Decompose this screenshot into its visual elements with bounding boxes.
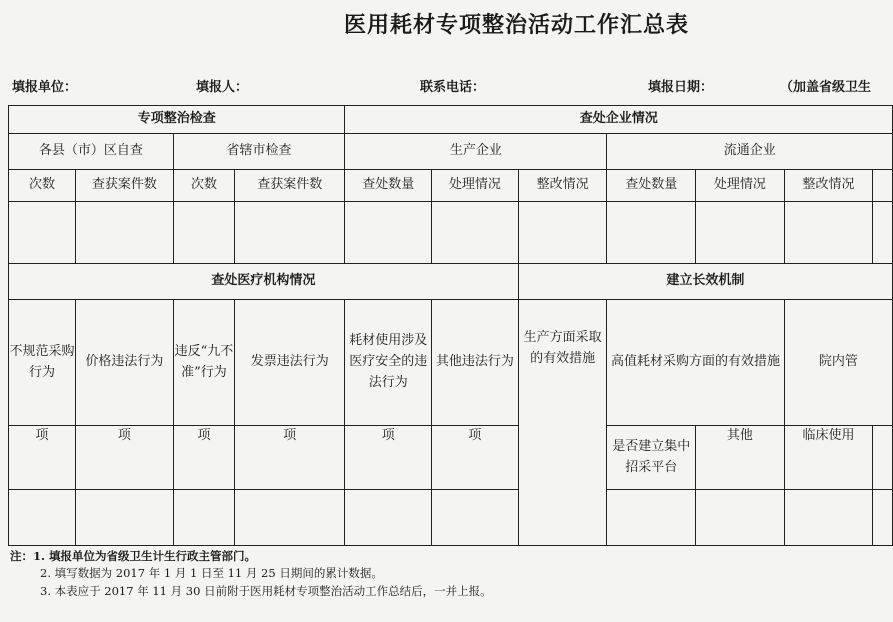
note-1: 注：1. 填报单位为省级卫生计生行政主管部门。 [10, 549, 257, 563]
irregular-purchase-header: 不规范采购行为 [9, 300, 76, 426]
input-cell[interactable] [607, 490, 696, 546]
invoice-violation-header: 发票违法行为 [235, 300, 345, 426]
cases-header: 查获案件数 [76, 170, 174, 202]
other-violation-header: 其他违法行为 [432, 300, 519, 426]
medical-institution-header: 查处医疗机构情况 [9, 264, 519, 300]
input-cell[interactable] [76, 202, 174, 264]
footnotes [10, 548, 492, 600]
circulation-enterprise-header: 流通企业 [607, 134, 893, 170]
input-cell[interactable] [784, 202, 873, 264]
times-header: 次数 [173, 170, 234, 202]
input-cell[interactable] [173, 202, 234, 264]
prod-rectify-header: 整改情况 [518, 170, 607, 202]
circ-count-header: 查处数量 [607, 170, 696, 202]
inspection-header: 专项整治检查 [9, 106, 345, 134]
input-cell[interactable] [235, 202, 345, 264]
input-cell[interactable] [518, 202, 607, 264]
central-platform-header: 是否建立集中招采平台 [607, 426, 696, 490]
input-cell[interactable] [432, 202, 519, 264]
high-value-measures-header: 高值耗材采购方面的有效措施 [607, 300, 784, 426]
unit-label: 项 [76, 426, 174, 490]
other-header: 其他 [696, 426, 785, 490]
cases-header: 查获案件数 [235, 170, 345, 202]
input-cell[interactable] [345, 490, 432, 546]
circ-rectify-header: 整改情况 [784, 170, 873, 202]
input-cell[interactable] [345, 202, 432, 264]
input-cell[interactable] [432, 490, 519, 546]
unit-label: 项 [345, 426, 432, 490]
fill-unit-label: 填报单位： [12, 80, 78, 95]
prod-count-header: 查处数量 [345, 170, 432, 202]
input-cell[interactable] [696, 202, 785, 264]
input-cell[interactable] [873, 202, 893, 264]
circ-handling-header: 处理情况 [696, 170, 785, 202]
input-cell[interactable] [9, 490, 76, 546]
unit-label: 项 [432, 426, 519, 490]
unit-label: 项 [235, 426, 345, 490]
note-2: 2. 填写数据为 2017 年 1 月 1 日至 11 月 25 日期间的累计数据。 [40, 566, 383, 581]
note-3: 3. 本表应于 2017 年 11 月 30 日前附于医用耗材专项整治活动工作总结后，一并上报。 [40, 583, 492, 598]
input-cell[interactable] [696, 490, 785, 546]
times-header: 次数 [9, 170, 76, 202]
seal-note: （加盖省级卫生 [780, 80, 872, 95]
summary-table [8, 105, 893, 546]
clinical-use-header: 临床使用 [784, 426, 873, 490]
city-check-header: 省辖市检查 [173, 134, 345, 170]
unit-label: 项 [173, 426, 234, 490]
input-cell[interactable] [9, 202, 76, 264]
enterprise-header: 查处企业情况 [345, 106, 893, 134]
county-self-check-header: 各县（市）区自查 [9, 134, 174, 170]
production-enterprise-header: 生产企业 [345, 134, 607, 170]
hospital-management-header: 院内管 [784, 300, 892, 426]
filler-label: 填报人： [196, 80, 249, 95]
fill-date-label: 填报日期： [648, 80, 714, 95]
input-cell[interactable] [607, 202, 696, 264]
input-cell[interactable] [873, 490, 893, 546]
input-cell[interactable] [173, 490, 234, 546]
input-cell[interactable] [235, 490, 345, 546]
price-violation-header: 价格违法行为 [76, 300, 174, 426]
prod-handling-header: 处理情况 [432, 170, 519, 202]
unit-label: 项 [9, 426, 76, 490]
safety-violation-header: 耗材使用涉及医疗安全的违法行为 [345, 300, 432, 426]
input-cell[interactable] [76, 490, 174, 546]
form-title: 医用耗材专项整治活动工作汇总表 [343, 12, 689, 38]
mechanism-header: 建立长效机制 [518, 264, 892, 300]
input-cell[interactable] [784, 490, 873, 546]
phone-label: 联系电话： [420, 80, 486, 95]
nine-bans-header: 违反“九不准”行为 [173, 300, 234, 426]
production-measures-header: 生产方面采取的有效措施 [518, 300, 607, 546]
